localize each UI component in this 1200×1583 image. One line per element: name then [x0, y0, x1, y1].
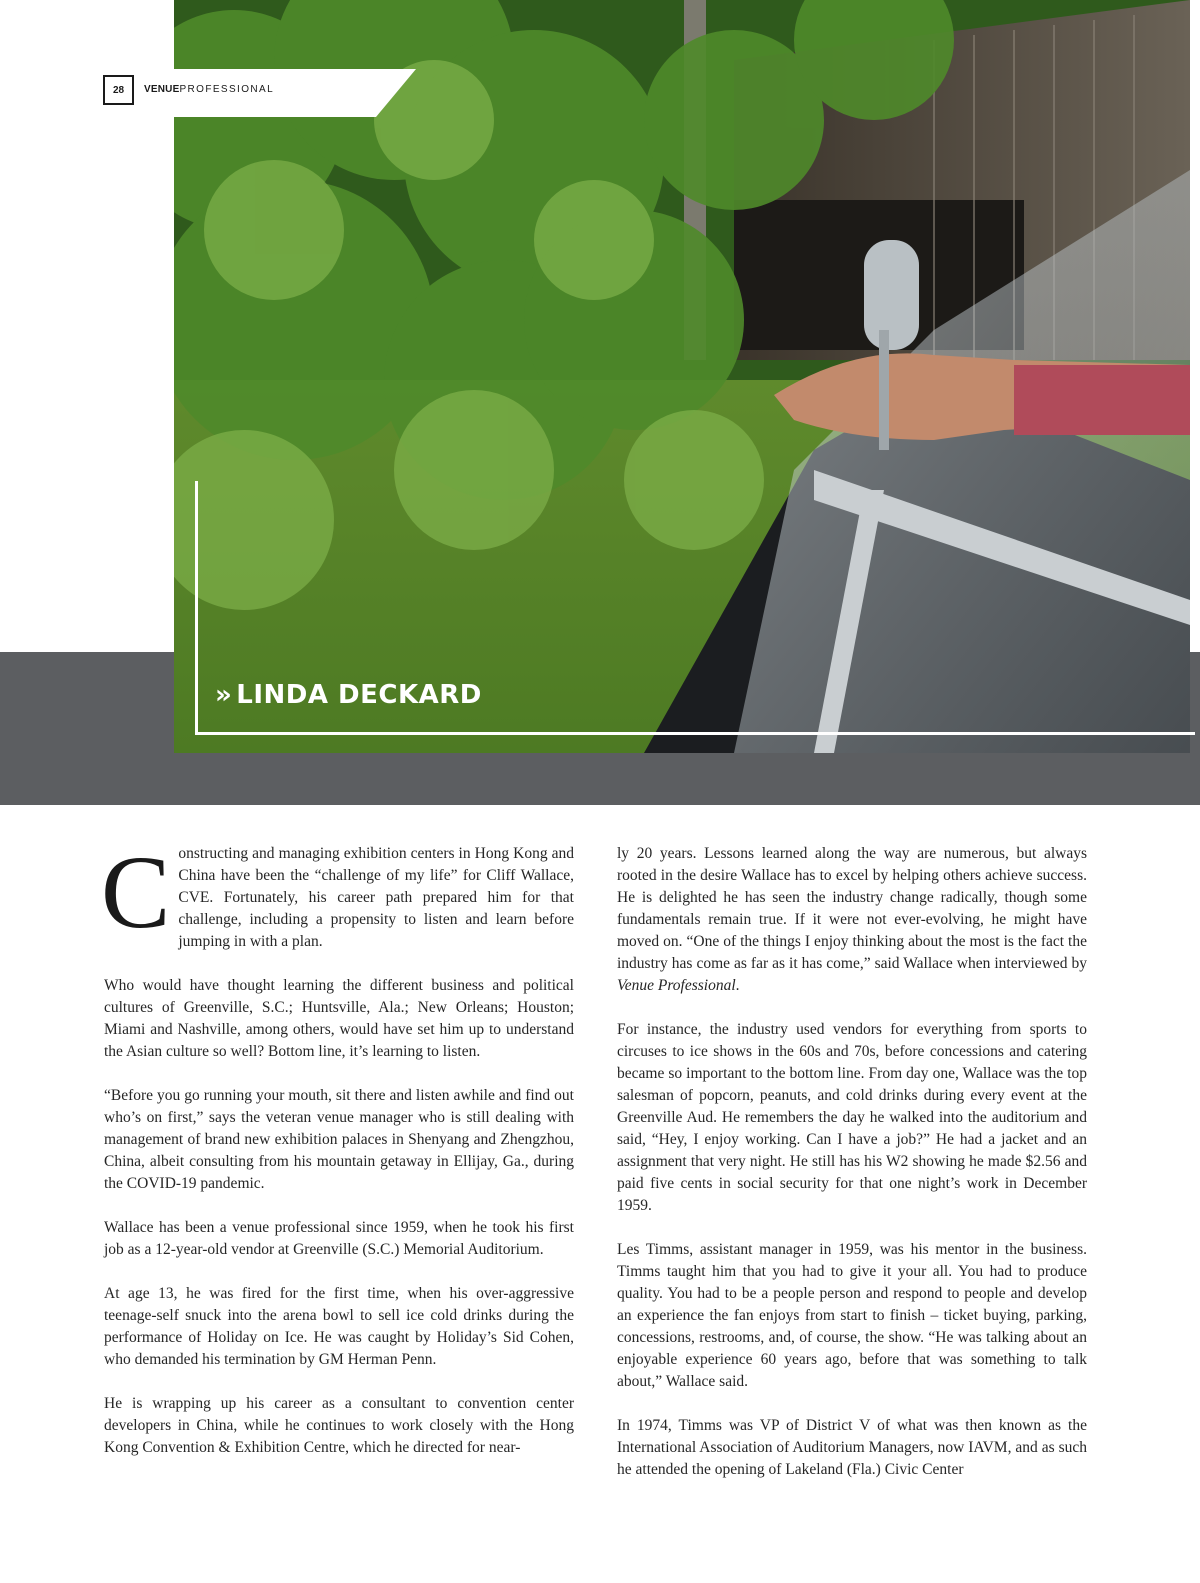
page-number: 28 [103, 75, 134, 105]
article-column-left [101, 835, 574, 1481]
publication-name: Venue Professional [617, 977, 736, 994]
paragraph: He is wrapping up his career as a consultant to convention center developers in China, while he continues to work closely with the Hong Kong Convention & Exhibition Centre, which he directed for near- [104, 1395, 574, 1456]
article-column-right [617, 843, 1087, 1503]
paragraph: Who would have thought learning the different business and political cultures of Greenville, S.C.; Huntsville, Ala.; New Orleans; Houston; Miami and Nashville, among others, would have set him up to understand the Asian culture so well? Bottom line, it’s learning to listen. [104, 977, 574, 1060]
paragraph: At age 13, he was fired for the first time, when his over-aggressive teenage-self snuck into the arena bowl to sell ice cold drinks during the performance of Holiday on Ice. He was caught by Holiday’s Sid Cohen, who demanded his termination by GM Herman Penn. [104, 1285, 574, 1368]
paragraph: In 1974, Timms was VP of District V of what was then known as the International Association of Auditorium Managers, now IAVM, and as such he attended the opening of Lakeland (Fla.) Civic Center [617, 1417, 1087, 1478]
paragraph: Les Timms, assistant manager in 1959, was his mentor in the business. Timms taught him that you had to give it your all. You had to produce quality. You had to be a people person and respond to people and develop an experience the fan enjoys from start to finish – ticket buying, parking, concessions, restrooms, and, of course, the show. “He was talking about an enjoyable experience 60 years ago, before that was something to talk about,” Wallace said. [617, 1241, 1087, 1390]
brand-bold: VENUE [144, 84, 180, 95]
paragraph: Constructing and managing exhibition centers in Hong Kong and China have been the “challenge of my life” for Cliff Wallace, CVE. Fortunately, his career path prepared him for that challenge, including a propensity to listen and learn before jumping in with a plan. [101, 835, 574, 950]
author-name: LINDA DECKARD [236, 680, 482, 710]
author-byline [215, 680, 482, 710]
drop-cap: C [101, 835, 171, 950]
brand-light: PROFESSIONAL [179, 84, 275, 95]
paragraph: “Before you go running your mouth, sit there and listen awhile and find out who’s on first,” says the veteran venue manager who is still dealing with management of brand new exhibition palaces in Shenyang and Zhengzhou, China, albeit consulting from his mountain getaway in Ellijay, Ga., during the COVID-19 pandemic. [104, 1087, 574, 1192]
magazine-brand [144, 84, 274, 95]
paragraph: For instance, the industry used vendors for everything from sports to circuses to ice shows in the 60s and 70s, before concessions and catering became so important to the bottom line. From day one, Wallace was the top salesman of popcorn, peanuts, and cold drinks during every event at the Greenville Aud. He remembers the day he walked into the auditorium and said, “Hey, I enjoy working. Can I have a job?” He had a jacket and an assignment that very night. He still has his W2 showing he made $2.56 and paid five cents in social security for that one night’s work in December 1959. [617, 1021, 1087, 1214]
paragraph: ly 20 years. Lessons learned along the way are numerous, but always rooted in the desire Wallace has to excel by helping others achieve success. He is delighted he has seen the industry change radically, though some fundamentals remain true. If it were not ever-evolving, he might have moved on. “One of the things I enjoy thinking about the most is the fact the industry has come as far as it has come,” said Wallace when interviewed by Venue Professional. [617, 845, 1087, 994]
page-header-tag [103, 69, 416, 117]
paragraph: Wallace has been a venue professional since 1959, when he took his first job as a 12-year-old vendor at Greenville (S.C.) Memorial Auditorium. [104, 1219, 574, 1258]
chevron-icon: » [215, 680, 233, 710]
